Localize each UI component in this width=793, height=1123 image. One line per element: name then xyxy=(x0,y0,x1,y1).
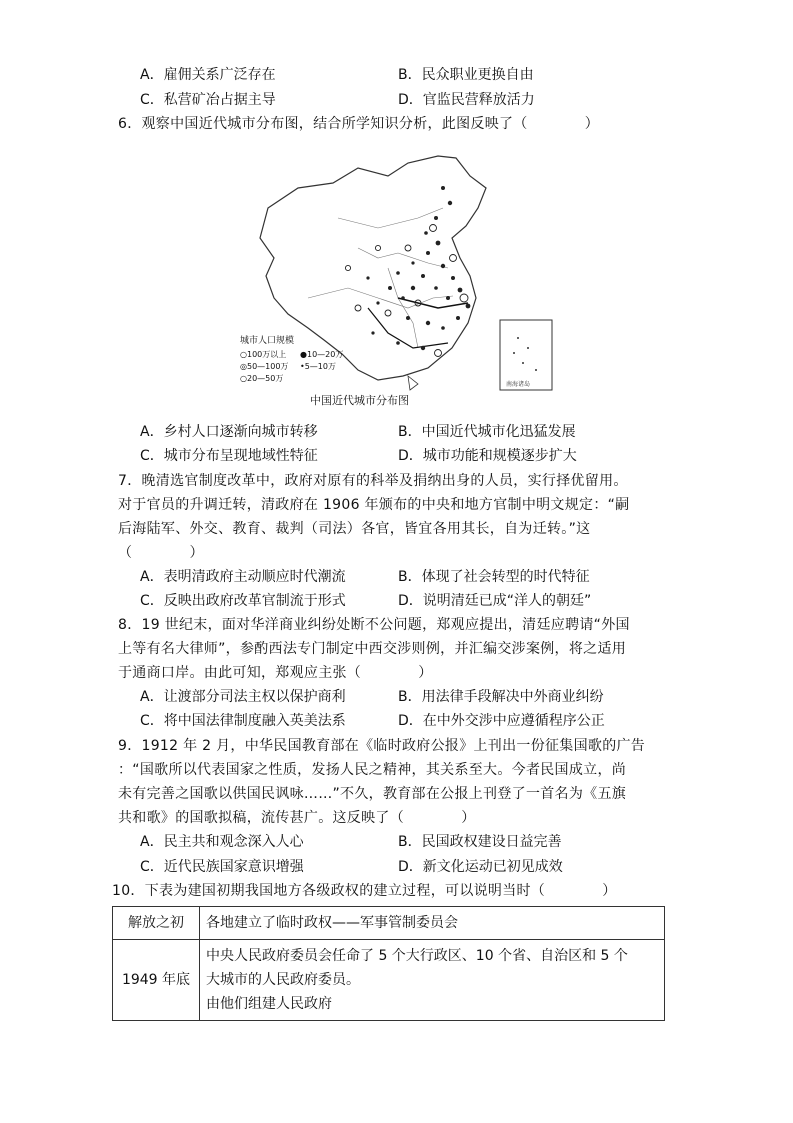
q7-option-d[interactable]: D．说明清廷已成“洋人的朝廷” xyxy=(398,593,592,609)
q7-option-b[interactable]: B．体现了社会转型的时代特征 xyxy=(398,569,590,585)
table-row xyxy=(113,907,665,940)
q8-option-a[interactable]: A．让渡部分司法主权以保护商利 xyxy=(140,689,346,705)
q9-option-a[interactable]: A．民主共和观念深入人心 xyxy=(140,834,304,850)
table-cell-line: 大城市的人民政府委员。 xyxy=(206,972,360,988)
q9-option-b[interactable]: B．民国政权建设日益完善 xyxy=(398,834,562,850)
table-cell-period: 1949 年底 xyxy=(113,940,200,1021)
map-caption: 中国近代城市分布图 xyxy=(310,394,409,407)
legend-item-5: ○20—50万 xyxy=(240,374,284,383)
q7-line-3: 后海陆军、外交、教育、裁判（司法）各官，皆宜各用其长，自为迁转。”这 xyxy=(118,521,591,537)
q7-line-4: （ ） xyxy=(118,545,204,561)
q9-option-d[interactable]: D．新文化运动已初见成效 xyxy=(398,859,563,875)
table-row xyxy=(113,940,665,1021)
q10-table xyxy=(112,906,665,1021)
q8-line-3: 于通商口岸。由此可知，郑观应主张（ ） xyxy=(118,665,433,681)
legend-item-4: •5—10万 xyxy=(300,362,336,371)
q6-option-a[interactable]: A．乡村人口逐渐向城市转移 xyxy=(140,424,318,440)
legend-item-1: ○100万以上 xyxy=(240,350,287,359)
q6-option-d[interactable]: D．城市功能和规模逐步扩大 xyxy=(398,448,577,464)
table-cell-line: 由他们组建人民政府 xyxy=(206,996,332,1012)
q6-option-c[interactable]: C．城市分布呈现地域性特征 xyxy=(140,448,318,464)
q5-option-b[interactable]: B．民众职业更换自由 xyxy=(398,67,534,83)
q5-option-c[interactable]: C．私营矿冶占据主导 xyxy=(140,92,276,108)
q7-line-1: 7．晚清选官制度改革中，政府对原有的科举及捐纳出身的人员，实行择优留用。 xyxy=(118,473,628,489)
q7-line-2: 对于官员的升调迁转，清政府在 1906 年颁布的中央和地方官制中明文规定：“嗣 xyxy=(118,497,630,513)
q9-line-1: 9．1912 年 2 月，中华民国教育部在《临时政府公报》上刊出一份征集国歌的广告 xyxy=(118,738,646,754)
table-cell-content xyxy=(200,940,665,1021)
q5-option-d[interactable]: D．官监民营释放活力 xyxy=(398,92,535,108)
q7-option-c[interactable]: C．反映出政府改革官制流于形式 xyxy=(140,593,346,609)
q8-line-2: 上等有名大律师”，参酌西法专门制定中西交涉则例，并汇编交涉案例，将之适用 xyxy=(118,641,627,657)
q8-line-1: 8．19 世纪末，面对华洋商业纠纷处断不公问题，郑观应提出，清廷应聘请“外国 xyxy=(118,617,630,633)
table-cell-period: 解放之初 xyxy=(113,907,200,940)
q5-option-a[interactable]: A．雇佣关系广泛存在 xyxy=(140,67,276,83)
q9-line-4: 共和歌》的国歌拟稿，流传甚广。这反映了（ ） xyxy=(118,810,476,826)
q8-option-d[interactable]: D．在中外交涉中应遵循程序公正 xyxy=(398,713,605,729)
table-cell-content xyxy=(200,907,665,940)
q9-line-2: ：“国歌所以代表国家之性质，发扬人民之精神，其关系至大。今者民国成立，尚 xyxy=(118,762,627,778)
q10-stem: 10．下表为建国初期我国地方各级政权的建立过程，可以说明当时（ ） xyxy=(112,883,617,899)
q8-option-c[interactable]: C．将中国法律制度融入英美法系 xyxy=(140,713,346,729)
legend-item-2: ●10—20万 xyxy=(300,350,344,359)
map-legend-title: 城市人口规模 xyxy=(240,336,295,346)
legend-item-3: ◎50—100万 xyxy=(240,362,289,371)
q6-option-b[interactable]: B．中国近代城市化迅猛发展 xyxy=(398,424,576,440)
q7-option-a[interactable]: A．表明清政府主动顺应时代潮流 xyxy=(140,569,346,585)
q9-line-3: 未有完善之国歌以供国民讽咏……”不久，教育部在公报上刊登了一首名为《五旗 xyxy=(118,786,627,802)
table-cell-line: 中央人民政府委员会任命了 5 个大行政区、10 个省、自治区和 5 个 xyxy=(206,948,628,964)
q9-option-c[interactable]: C．近代民族国家意识增强 xyxy=(140,859,304,875)
q6-stem: 6．观察中国近代城市分布图，结合所学知识分析，此图反映了（ ） xyxy=(118,116,600,132)
table-cell-line: 各地建立了临时政权——军事管制委员会 xyxy=(206,915,458,931)
q8-option-b[interactable]: B．用法律手段解决中外商业纠纷 xyxy=(398,689,604,705)
inset-label: 南海诸岛 xyxy=(506,381,531,388)
